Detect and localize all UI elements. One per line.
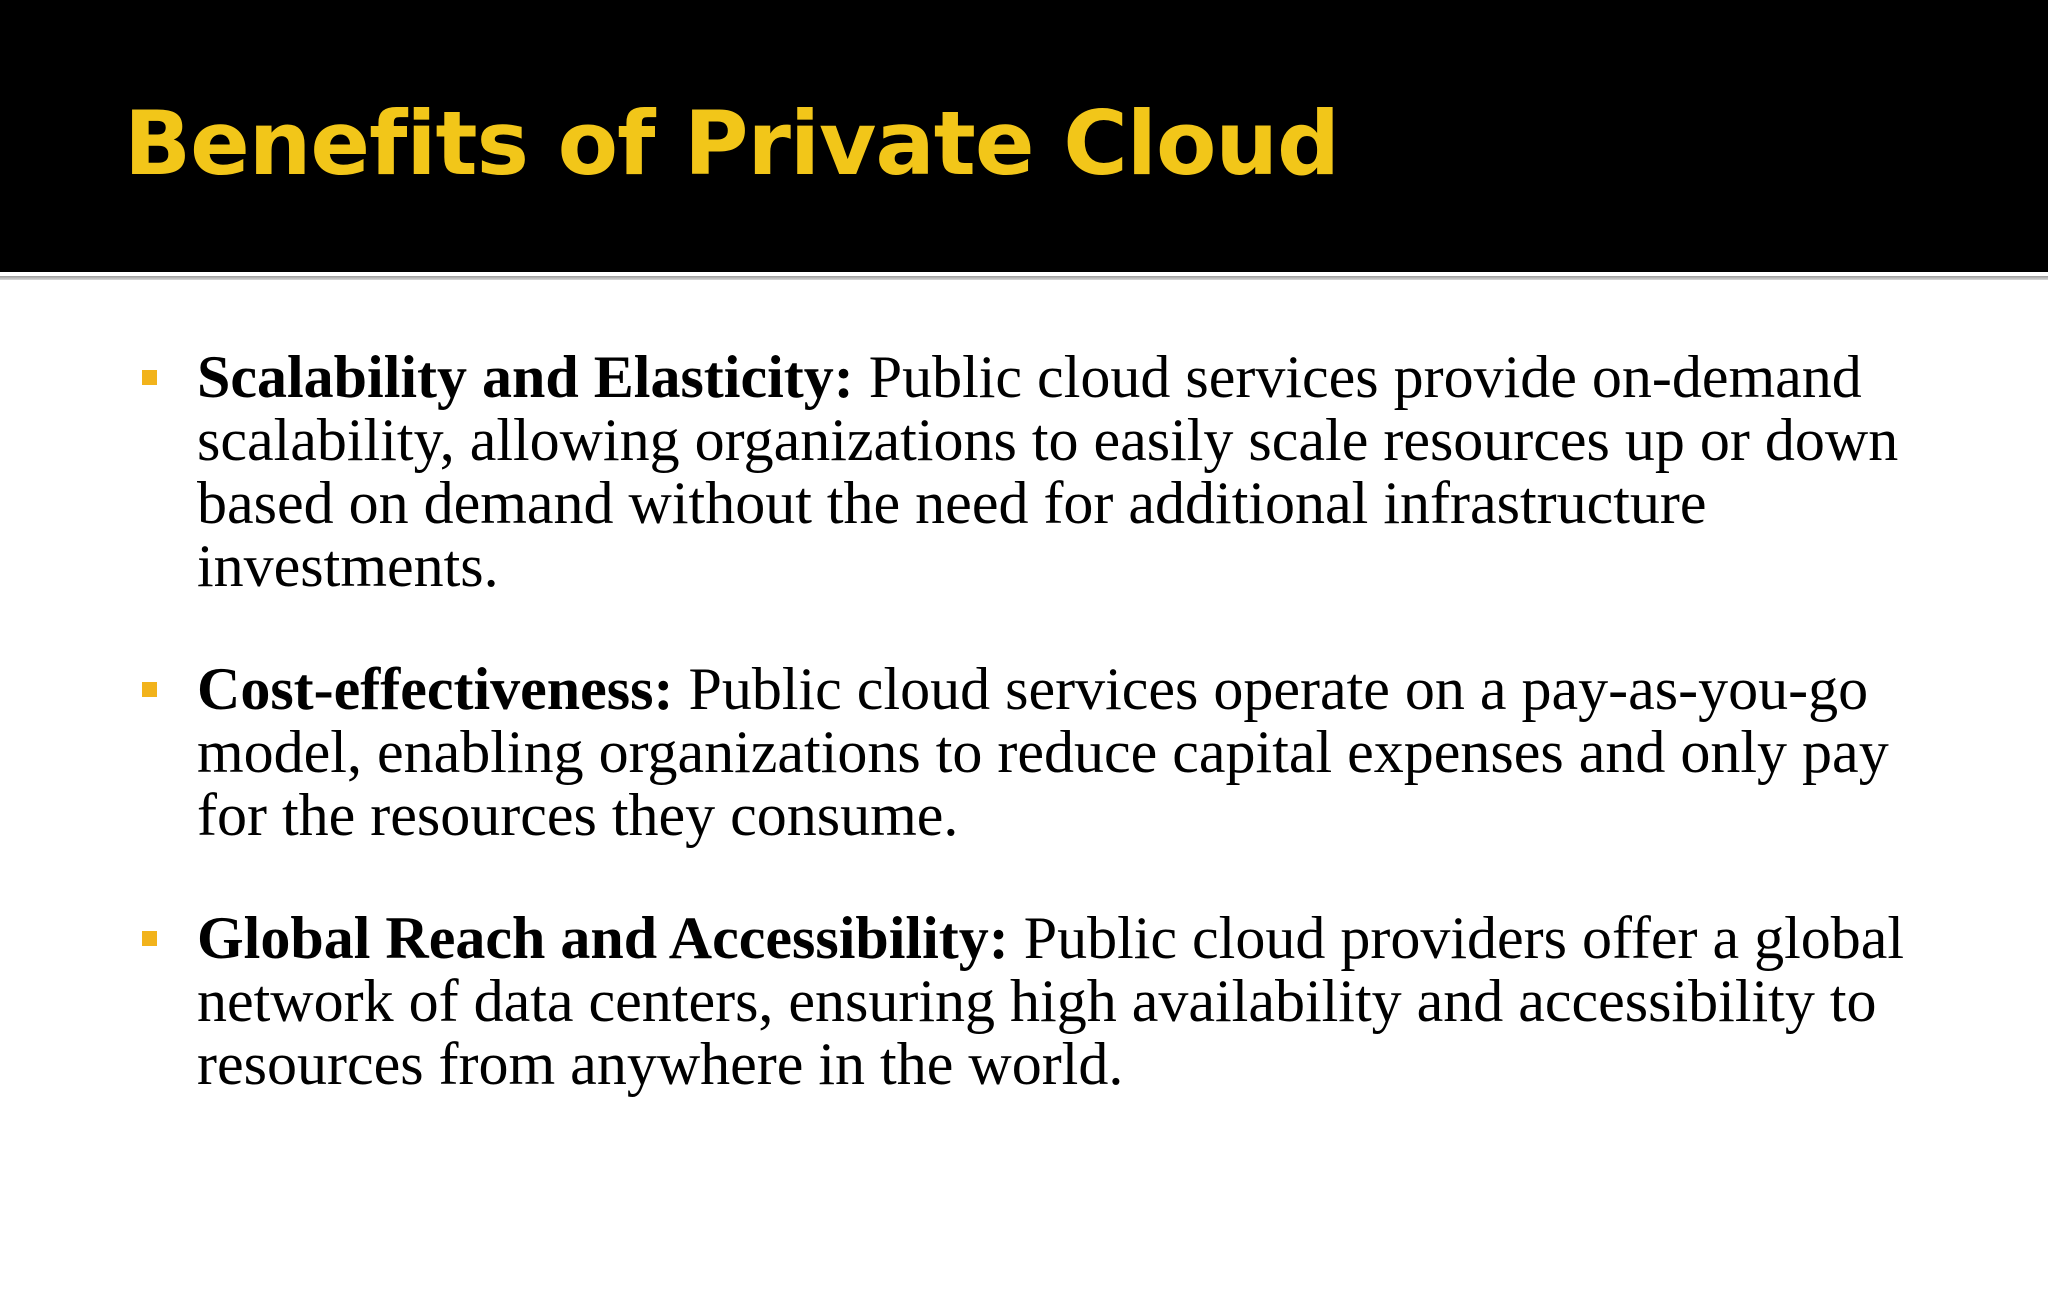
bullet-item-global-reach [140, 907, 1920, 1096]
title-bar [0, 0, 2048, 272]
square-bullet-icon [142, 682, 157, 697]
square-bullet-icon [142, 931, 157, 946]
slide-title: Benefits of Private Cloud [124, 92, 1340, 195]
bullet-heading: Cost-effectiveness: [197, 656, 674, 722]
bullet-text: Public cloud services operate on a pay-as-you-go model, enabling organizations to reduce capital expenses and only pay for the resources they consume. [197, 656, 1889, 848]
bullet-item-scalability [140, 346, 1920, 598]
square-bullet-icon [142, 370, 157, 385]
bullet-text: Public cloud providers offer a global network of data centers, ensuring high availability and accessibility to resources from anywhere in the world. [197, 905, 1905, 1097]
bullet-item-cost [140, 658, 1920, 847]
bullet-heading: Scalability and Elasticity: [197, 344, 854, 410]
title-divider [0, 276, 2048, 280]
bullet-list [140, 346, 1920, 1096]
bullet-text: Public cloud services provide on-demand scalability, allowing organizations to easily scale resources up or down based on demand without the need for additional infrastructure investments. [197, 344, 1899, 599]
bullet-heading: Global Reach and Accessibility: [197, 905, 1009, 971]
